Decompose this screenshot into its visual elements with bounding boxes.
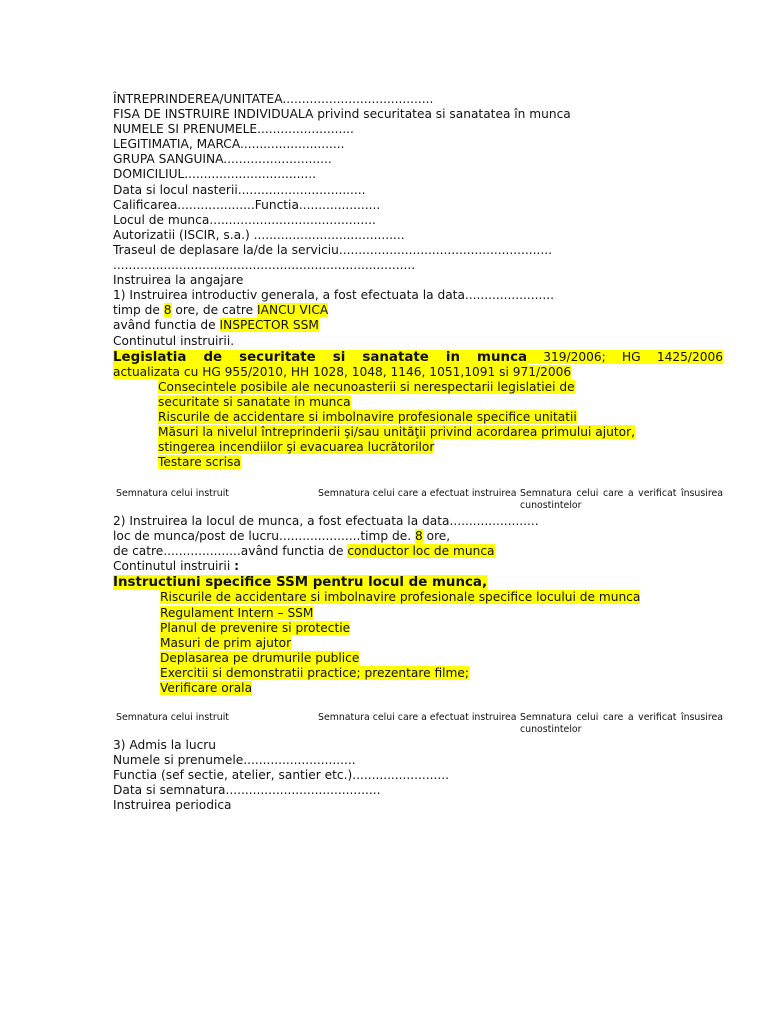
periodic-training-heading: Instruirea periodica — [113, 798, 232, 813]
section1-item: Măsuri la nivelul întreprinderii şi/sau unităţii privind acordarea primului ajutor, — [158, 425, 635, 440]
section2-item: Exercitii si demonstratii practice; prezentare filme; — [160, 665, 469, 680]
section1-item: Consecintele posibile ale necunoasterii si nerespectarii legislatiei de — [158, 379, 575, 394]
workplace-line: Locul de munca........................................... — [113, 212, 376, 227]
trainee-signature-label: Semnatura celui instruit — [116, 712, 229, 723]
section1-item: securitate si sanatate in munca — [158, 394, 351, 409]
enterprise-line: ÎNTREPRINDEREA/UNITATEA....................................... — [113, 92, 434, 106]
section3-function-line: Functia (sef sectie, atelier, santier etc.)......................... — [113, 768, 450, 783]
authorizations-line: Autorizatii (ISCIR, s.a.) ....................................... — [113, 227, 405, 242]
section1-role: INSPECTOR SSM — [219, 318, 319, 333]
legislation-laws: 319/2006; HG 1425/2006 — [527, 349, 723, 364]
section2-content-label: Continutul instruirii : — [113, 559, 239, 574]
section2-item: Regulament Intern – SSM — [160, 605, 314, 620]
verifier-signature-label: Semnatura celui care a verificat însusirea cunostintelor — [520, 488, 723, 511]
address-line: DOMICILIUL.................................. — [113, 167, 317, 182]
trainee-signature-label: Semnatura celui instruit — [116, 488, 229, 499]
section1-item: Riscurile de accidentare si imbolnavire profesionale specifice unitatii — [158, 409, 577, 424]
section1-item: Testare scrisa — [158, 455, 241, 470]
section2-role: conductor loc de munca — [347, 544, 495, 559]
document-title: FISA DE INSTRUIRE INDIVIDUALA privind securitatea si sanatatea în munca — [113, 107, 571, 122]
section1-content-label: Continutul instruirii. — [113, 333, 235, 348]
trainer-signature-label: Semnatura celui care a efectuat instruirea — [318, 488, 517, 499]
section2-item: Riscurile de accidentare si imbolnavire profesionale specifice locului de munca — [160, 590, 641, 605]
section2-date-line: 2) Instruirea la locul de munca, a fost efectuata la data....................... — [113, 514, 539, 528]
section1-date-line: 1) Instruirea introductiv generala, a fost efectuata la data....................... — [113, 288, 555, 303]
section2-trainer-line: de catre....................având functia de conductor loc de munca — [113, 544, 495, 559]
section2-hours: 8 — [414, 529, 423, 544]
section3-date-line: Data si semnatura........................................ — [113, 783, 381, 798]
section1-heading: Instruirea la angajare — [113, 273, 244, 288]
id-line: LEGITIMATIA, MARCA........................... — [113, 137, 345, 152]
name-line: NUMELE SI PRENUMELE......................... — [113, 122, 354, 137]
verifier-signature-label: Semnatura celui care a verificat însusirea cunostintelor — [520, 712, 723, 735]
section1-time-line: timp de 8 ore, de catre IANCU VICA — [113, 303, 329, 318]
section2-block — [113, 514, 723, 696]
section3-heading: 3) Admis la lucru — [113, 738, 216, 752]
section2-heading: Instructiuni specifice SSM pentru locul de munca, — [113, 575, 488, 591]
section1-item: stingerea incendiilor şi evacuarea lucrătorilor — [158, 440, 435, 455]
section2-item: Planul de prevenire si protectie — [160, 620, 351, 635]
section2-item: Verificare orala — [160, 681, 253, 696]
birth-line: Data si locul nasterii................................. — [113, 182, 366, 197]
route-line: Traseul de deplasare la/de la serviciu....................................................... — [113, 242, 552, 257]
trainer-signature-label: Semnatura celui care a efectuat instruirea — [318, 712, 517, 723]
section2-item: Deplasarea pe drumurile publice — [160, 650, 360, 665]
section1-hours: 8 — [163, 303, 172, 318]
legislation-heading: Legislatia de securitate si sanatate in munca — [113, 349, 528, 365]
qualification-line: Calificarea....................Functia..................... — [113, 197, 381, 212]
section2-workplace-line: loc de munca/post de lucru.....................timp de. 8 ore, — [113, 529, 451, 544]
blood-group-line: GRUPA SANGUINA............................ — [113, 152, 332, 167]
section3-name-line: Numele si prenumele............................. — [113, 753, 356, 768]
section1-trainer: IANCU VICA — [257, 303, 329, 318]
route-continuation-line: .............................................................................. — [113, 258, 416, 273]
section1-role-line: având functia de INSPECTOR SSM — [113, 318, 319, 333]
section2-item: Masuri de prim ajutor — [160, 635, 292, 650]
section3-block — [113, 738, 723, 813]
header-block — [113, 92, 723, 470]
legislation-line — [113, 350, 723, 365]
legislation-line2: actualizata cu HG 955/2010, HH 1028, 1048, 1146, 1051,1091 si 971/2006 — [113, 364, 572, 379]
